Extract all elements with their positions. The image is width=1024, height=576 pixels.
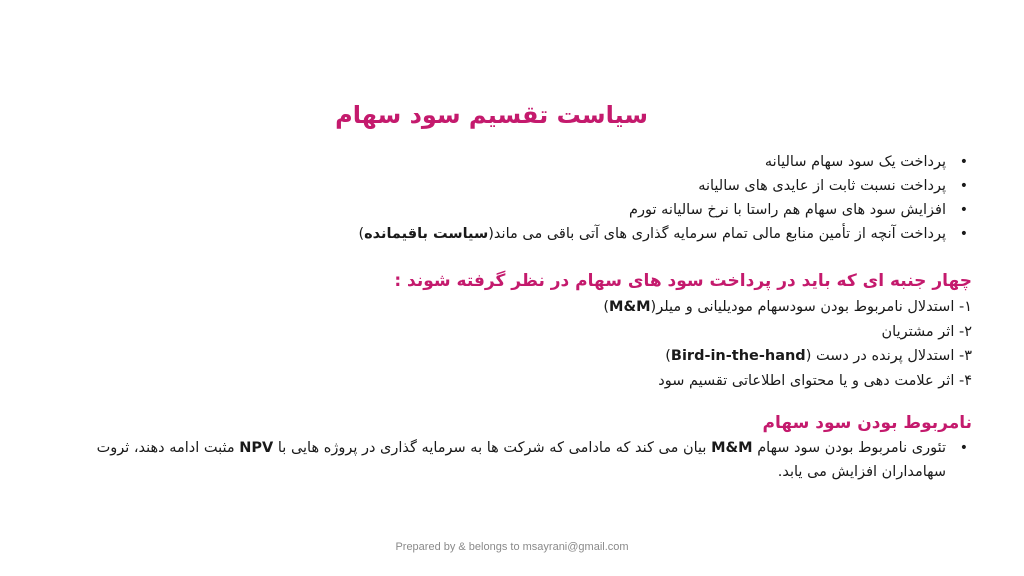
list-item: • افزایش سود های سهام هم راستا با نرخ سالیانه تورم	[334, 198, 974, 222]
footer-credit: Prepared by & belongs to msayrani@gmail.com	[395, 541, 629, 553]
aspect-3-bold: Bird-in-the-hand	[670, 348, 806, 364]
residual-bold: سیاست باقیمانده	[364, 226, 489, 242]
list-item: ۲- اثر مشتریان	[881, 323, 972, 340]
slide-title: سیاست تقسیم سود سهام	[335, 101, 648, 129]
dividend-policy-list	[334, 150, 974, 246]
list-item: • پرداخت نسبت ثابت از عایدی های سالیانه	[334, 174, 974, 198]
irrelevance-heading: نامربوط بودن سود سهام	[762, 413, 972, 433]
irrelevance-list	[34, 436, 974, 484]
aspects-heading: چهار جنبه ای که باید در پرداخت سود های سهام در نظر گرفته شوند :	[394, 271, 972, 291]
aspect-3-text: ۳- استدلال پرنده در دست (	[805, 348, 972, 364]
aspect-1-bold: M&M	[609, 299, 651, 315]
list-item: ۱- استدلال نامربوط بودن سودسهام مودیلیانی و میلر(M&M)	[603, 299, 972, 315]
list-item: • پرداخت یک سود سهام سالیانه	[334, 150, 974, 174]
residual-text: پرداخت آنچه از تأمین منابع مالی تمام سرمایه گذاری های آتی باقی می ماند	[493, 226, 946, 242]
aspects-list	[272, 295, 972, 393]
mm-bold: M&M	[711, 440, 753, 456]
npv-bold: NPV	[239, 440, 274, 456]
aspect-1-text: ۱- استدلال نامربوط بودن سودسهام مودیلیانی و میلر(	[650, 299, 972, 315]
list-item: ۳- استدلال پرنده در دست (Bird-in-the-hand)	[665, 348, 972, 364]
irrelevance-part1: تئوری نامربوط بودن سود سهام	[757, 440, 946, 456]
irrelevance-part2: بیان می کند که مادامی که شرکت ها به سرمایه گذاری در پروژه هایی با	[277, 440, 707, 456]
irrelevance-part3: مثبت ادامه دهند، ثروت سهامداران افزایش می یابد.	[96, 440, 946, 480]
list-item: ۴- اثر علامت دهی و یا محتوای اطلاعاتی تقسیم سود	[658, 372, 972, 389]
list-item	[34, 436, 974, 484]
list-item: • پرداخت آنچه از تأمین منابع مالی تمام سرمایه گذاری های آتی باقی می ماند(سیاست باقیمانده)	[334, 222, 974, 246]
